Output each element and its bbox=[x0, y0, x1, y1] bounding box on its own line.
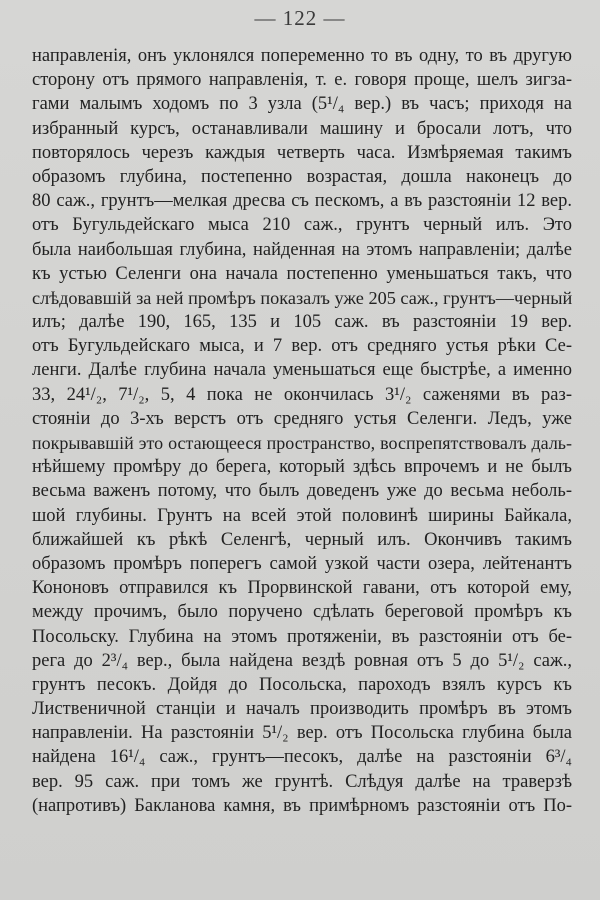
text-line: къ устью Селенги она начала постепенно уменьшаться такъ, что bbox=[32, 263, 572, 284]
text-line: отъ Бугульдейскаго мыса 210 саж., грунтъ черный илъ. Это bbox=[32, 215, 572, 236]
text-line: шой глубины. Грунтъ на всей этой половинѣ ширины Байкала, bbox=[32, 505, 572, 526]
text-line: отъ Бугульдейскаго мыса, и 7 вер. отъ средняго устья рѣки Се- bbox=[32, 336, 572, 357]
text-line: 33, 24¹/₂, 7¹/₂, 5, 4 пока не окончилась 3¹/₂ саженями въ раз- bbox=[32, 384, 572, 405]
text-line: Кононовъ отправился къ Прорвинской гавани, отъ которой ему, bbox=[32, 578, 572, 599]
text-line: сторону отъ прямого направленія, т. е. говоря проще, шелъ зигза- bbox=[32, 70, 572, 91]
text-line: (напротивъ) Бакланова камня, въ примѣрномъ разстояніи отъ По- bbox=[32, 795, 572, 816]
text-line: нѣйшему промѣру до берега, который здѣсь впрочемъ и не былъ bbox=[32, 457, 572, 478]
text-line: между прочимъ, было поручено сдѣлать береговой промѣръ къ bbox=[32, 602, 572, 623]
text-line: ближайшей къ рѣкѣ Селенгѣ, черный илъ. Окончивъ такимъ bbox=[32, 529, 572, 550]
body-text bbox=[32, 44, 572, 818]
text-line: гами малымъ ходомъ по 3 узла (5¹/₄ вер.) въ часъ; приходя на bbox=[32, 94, 572, 115]
text-line: найдена 16¹/₄ саж., грунтъ—песокъ, далѣе на разстояніи 6³/₄ bbox=[32, 747, 572, 768]
text-line: рега до 2³/₄ вер., была найдена вездѣ ровная отъ 5 до 5¹/₂ саж., bbox=[32, 650, 572, 671]
text-line: вер. 95 саж. при томъ же грунтѣ. Слѣдуя далѣе на траверзѣ bbox=[32, 771, 572, 792]
text-line: ленги. Далѣе глубина начала уменьшаться еще быстрѣе, а именно bbox=[32, 360, 572, 381]
page-number: — 122 — bbox=[254, 6, 346, 30]
text-line: Лиственичной станціи и началъ производить промѣръ въ этомъ bbox=[32, 699, 572, 720]
text-line: повторялось черезъ каждыя четверть часа. Измѣряемая такимъ bbox=[32, 142, 572, 163]
text-line: покрывавшій это остающееся пространство, воспрепятствовалъ даль- bbox=[32, 433, 572, 453]
text-line: направленія, онъ уклонялся попеременно то въ одну, то въ другую bbox=[32, 46, 572, 66]
text-line: образомъ глубина, постепенно возрастая, дошла наконецъ до bbox=[32, 166, 572, 187]
text-line: грунтъ песокъ. Дойдя до Посольска, пароходъ взялъ курсъ къ bbox=[32, 674, 572, 695]
text-line: 80 саж., грунтъ—мелкая дресва съ пескомъ, а въ разстояніи 12 вер. bbox=[32, 191, 572, 212]
text-line: слѣдовавшій за ней промѣръ показалъ уже 205 саж., грунтъ—черный bbox=[32, 287, 572, 308]
text-line: избранный курсъ, останавливали машину и бросали лотъ, что bbox=[32, 118, 572, 139]
text-line: направленіи. На разстояніи 5¹/₂ вер. отъ Посольска глубина была bbox=[32, 723, 572, 744]
text-line: весьма важенъ потому, что былъ доведенъ уже до весьма неболь- bbox=[32, 481, 572, 502]
text-line: стояніи до 3-хъ верстъ отъ средняго устья Селенги. Ледъ, уже bbox=[32, 408, 572, 429]
text-line: была наибольшая глубина, найденная на этомъ направленіи; далѣе bbox=[32, 239, 572, 260]
text-line: илъ; далѣе 190, 165, 135 и 105 саж. въ разстояніи 19 вер. bbox=[32, 312, 572, 333]
text-line: образомъ промѣръ поперегъ самой узкой части озера, лейтенантъ bbox=[32, 553, 572, 574]
text-line: Посольску. Глубина на этомъ протяженіи, въ разстояніи отъ бе- bbox=[32, 626, 572, 647]
